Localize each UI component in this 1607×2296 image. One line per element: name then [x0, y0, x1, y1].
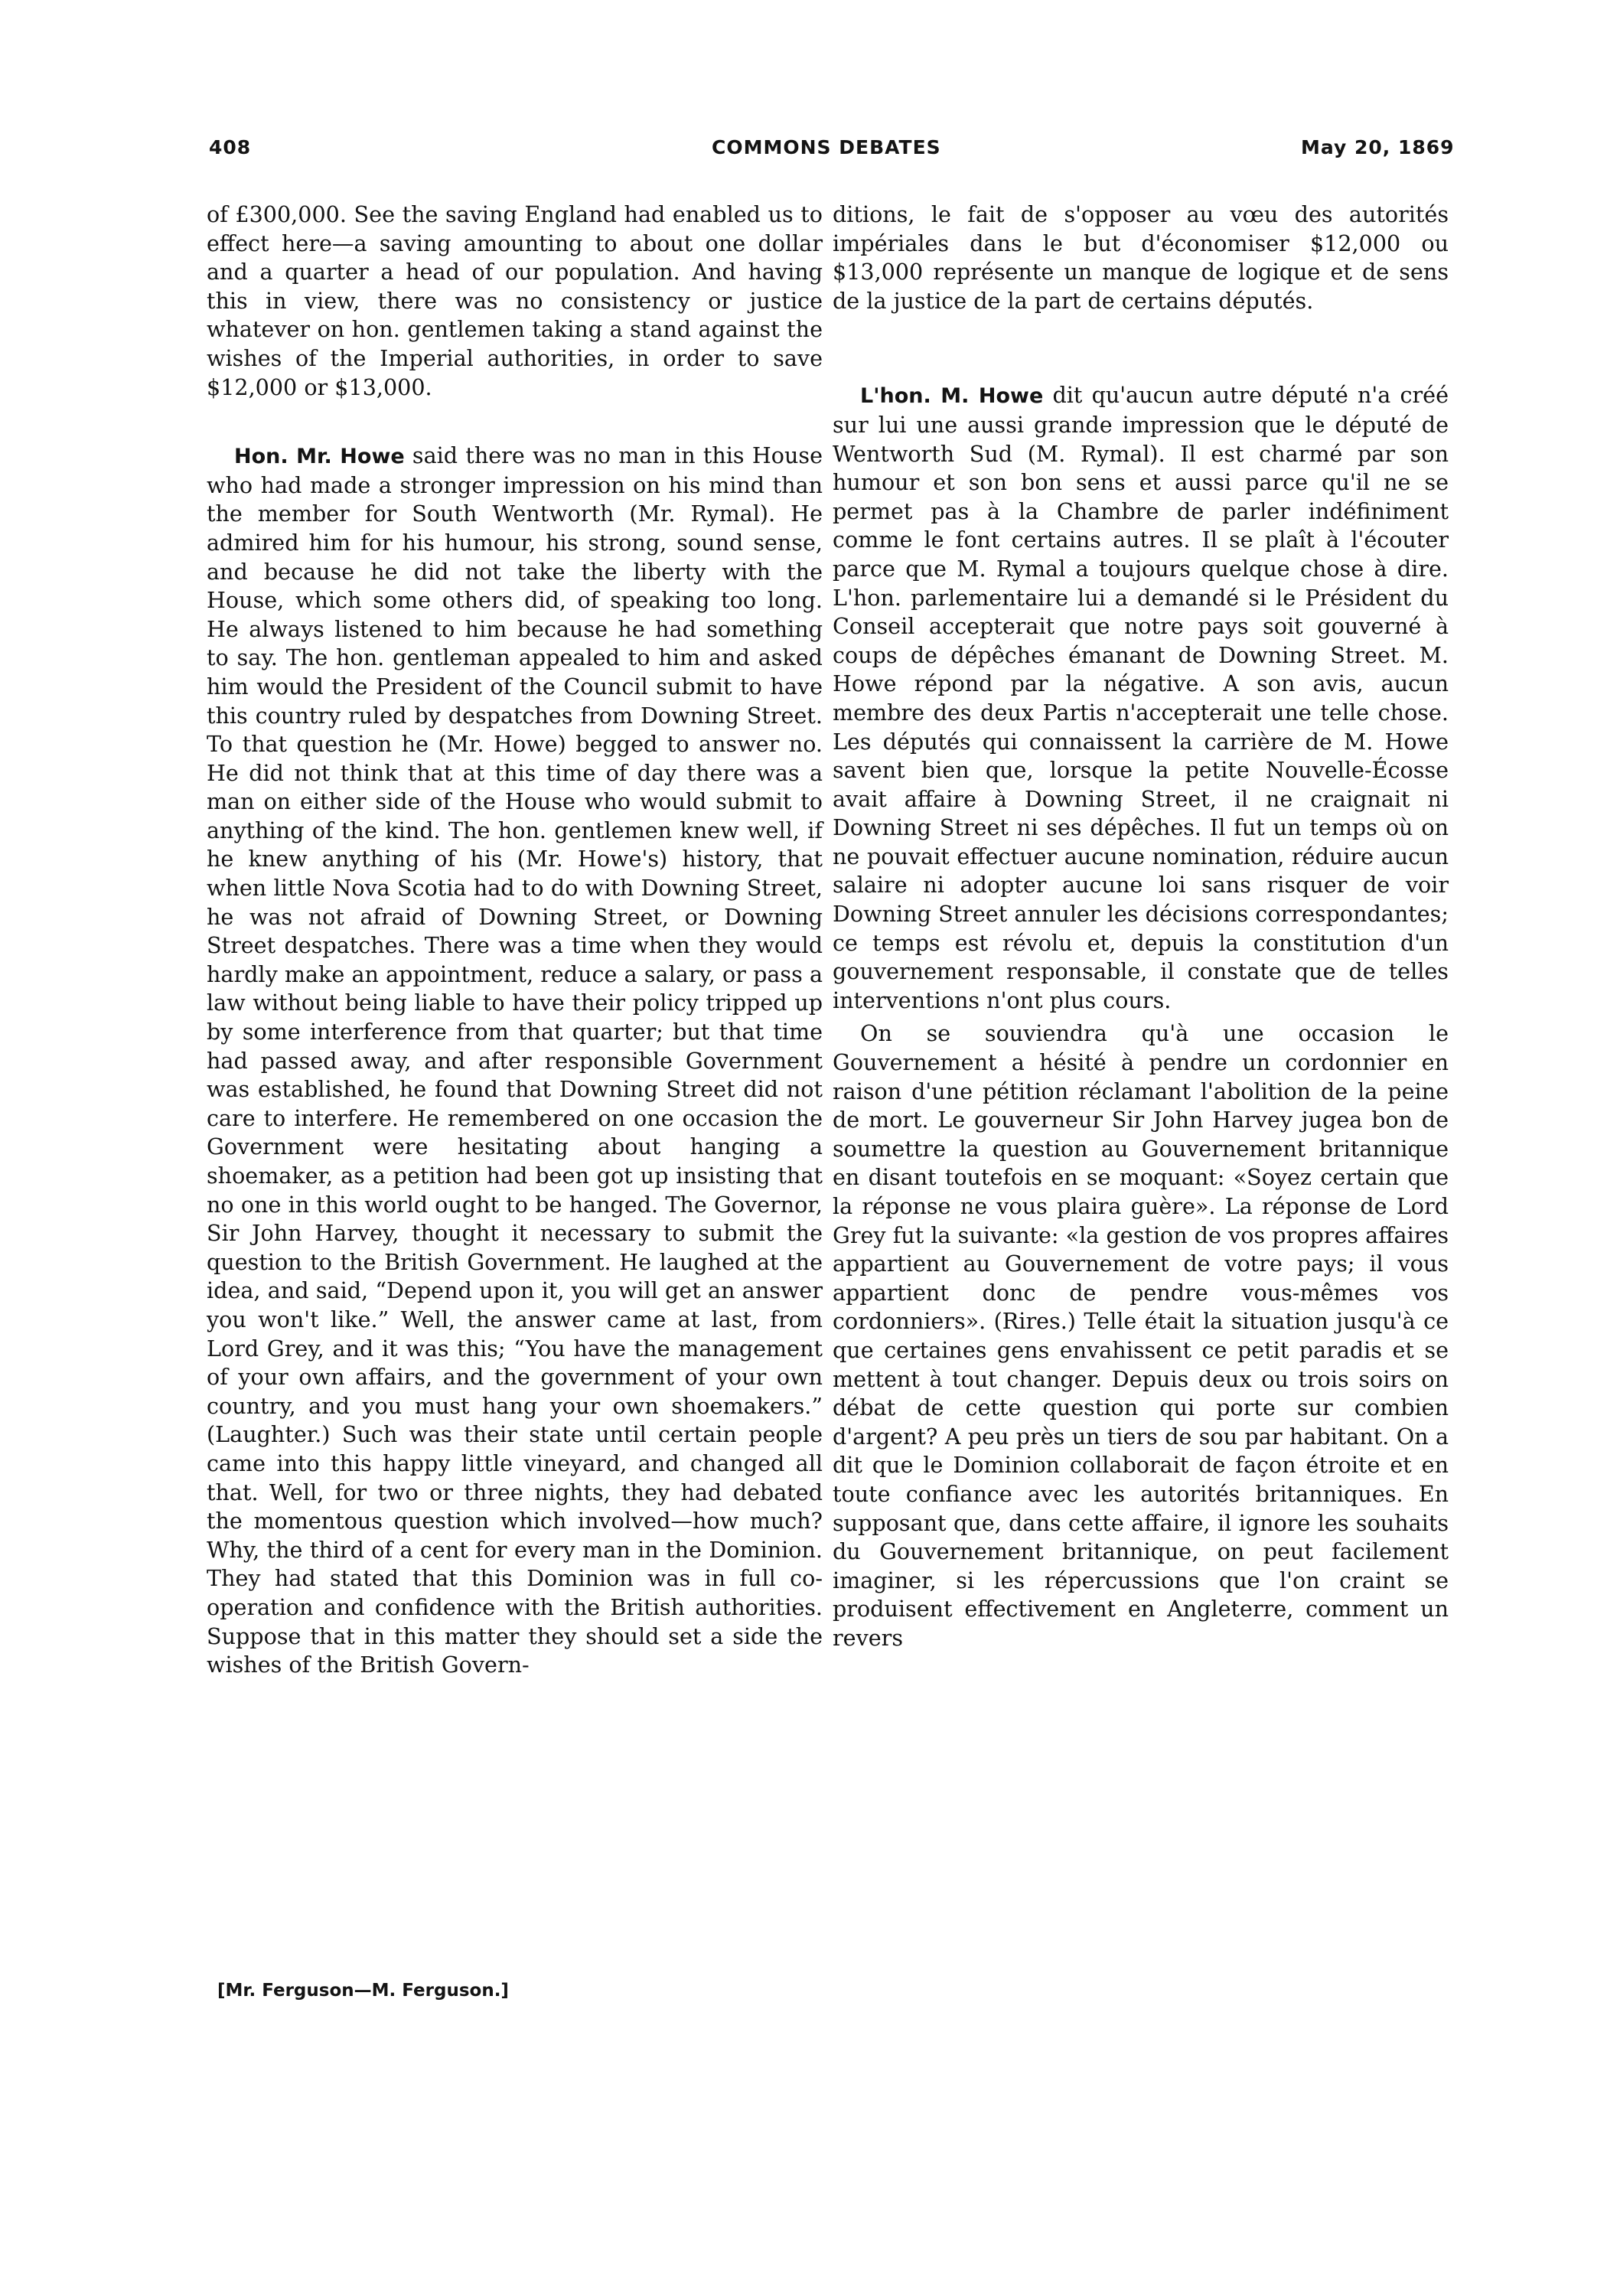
speaker-name: L'hon. M. Howe [860, 384, 1044, 409]
page-header [0, 136, 1607, 174]
french-paragraph: On se souviendra qu'à une occasion le Gouvernement a hésité à pendre un cordonnier en raison d'une pétition réclamant l'abolition de la peine de mort. Le gouverneur Sir John Harvey jugea bon de soumettre la question au Gouvernement britannique en disant toutefois en se moquant: «Soyez certain que la réponse ne vous plaira guère». La réponse de Lord Grey fut la suivante: «la gestion de vos propres affaires appartient au Gouvernement de votre pays; il vous appartient donc de pendre vous-mêmes vos cordonniers». (Rires.) Telle était la situation jusqu'à ce que certaines gens envahissent ce petit paradis et se mettent à tout changer. Depuis deux ou trois soirs on débat de cette question qui porte sur combien d'argent? A peu près un tiers de sou par habitant. On a dit que le Dominion collaborait de façon étroite et en toute confiance avec les autorités britanniques. En supposant que, dans cette affaire, il ignore les souhaits du Gouvernement britannique, on peut facilement imaginer, si les répercussions que l'on craint se produisent effectivement en Angleterre, comment un revers [833, 1020, 1449, 1651]
english-paragraph: of £300,000. See the saving England had enabled us to effect here—a saving amounting to about one dollar and a quarter a head of our population. And having this in view, there was no consistency or justice whatever on hon. gentlemen taking a stand against the wishes of the Imperial authorities, in order to save $12,000 or $13,000. [207, 201, 823, 400]
french-speech [833, 381, 1449, 1015]
french-paragraph: ditions, le fait de s'opposer au vœu des autorités impériales dans le but d'économiser $12,000 ou $13,000 représente un manque de logique et de sens de la justice de la part de certains députés. [833, 201, 1449, 314]
english-speech [207, 442, 823, 1680]
speech-text: said there was no man in this House who had made a stronger impression on his mind than the member for South Wentworth (Mr. Rymal). He admired him for his humour, his strong, sound sense, and because he did not take the liberty with the House, which some others did, of speaking too long. He always listened to him because he had something to say. The hon. gentleman appealed to him and asked him would the President of the Council submit to have this country ruled by despatches from Downing Street. To that question he (Mr. Howe) begged to answer no. He did not think that at this time of day there was a man on either side of the House who would submit to anything of the kind. The hon. gentlemen knew well, if he knew anything of his (Mr. Howe's) history, that when little Nova Scotia had to do with Downing Street, he was not afraid of Downing Street, or Downing Street despatches. There was a time when they would hardly make an appointment, reduce a salary, or pass a law without being liable to have their policy tripped up by some interference from that quarter; but that time had passed away, and after responsible Government was established, he found that Downing Street did not care to interfere. He remembered on one occasion the Government were hesitating about hanging a shoemaker, as a petition had been got up insisting that no one in this world ought to be hanged. The Governor, Sir John Harvey, thought it necessary to submit the question to the British Government. He laughed at the idea, and said, “Depend upon it, you will get an answer you won't like.” Well, the answer came at last, from Lord Grey, and it was this; “You have the management of your own affairs, and the government of your own country, and you must hang your own shoemakers.” (Laughter.) Such was their state until certain people came into this happy little vineyard, and changed all that. Well, for two or three nights, they had debated the momentous question which involved—how much? Why, the third of a cent for every man in the Dominion. They had stated that this Dominion was in full co-operation and confidence with the British authorities. Suppose that in this matter they should set a side the wishes of the British Govern- [207, 442, 823, 1678]
footer-note: [Mr. Ferguson—M. Ferguson.] [217, 1981, 509, 2001]
speech-text: dit qu'aucun autre député n'a créé sur lui une aussi grande impression que le député de Wentworth Sud (M. Rymal). Il est charmé par son humour et son bon sens et aussi parce qu'il ne se permet pas à la Chambre de parler indéfiniment comme le font certains autres. Il se plaît à l'écouter parce que M. Rymal a toujours quelque chose à dire. L'hon. parlementaire lui a demandé si le Président du Conseil accepterait que notre pays soit gouverné à coups de dépêches émanant de Downing Street. M. Howe répond par la négative. A son avis, aucun membre des deux Partis n'accepterait une telle chose. Les députés qui connaissent la carrière de M. Howe savent bien que, lorsque la petite Nouvelle-Écosse avait affaire à Downing Street, il ne craignait ni Downing Street ni ses dépêches. Il fut un temps où on ne pouvait effectuer aucune nomination, réduire aucun salaire ni adopter aucune loi sans risquer de voir Downing Street annuler les décisions correspondantes; ce temps est révolu et, depuis la constitution d'un gouvernement responsable, il constate que de telles interventions n'ont plus cours. [833, 382, 1449, 1013]
french-column [833, 201, 1449, 1653]
page-date: May 20, 1869 [1301, 136, 1455, 158]
speaker-name: Hon. Mr. Howe [234, 445, 405, 469]
english-column [207, 201, 823, 1680]
page-number: 408 [209, 136, 252, 158]
page-title: COMMONS DEBATES [712, 136, 941, 158]
